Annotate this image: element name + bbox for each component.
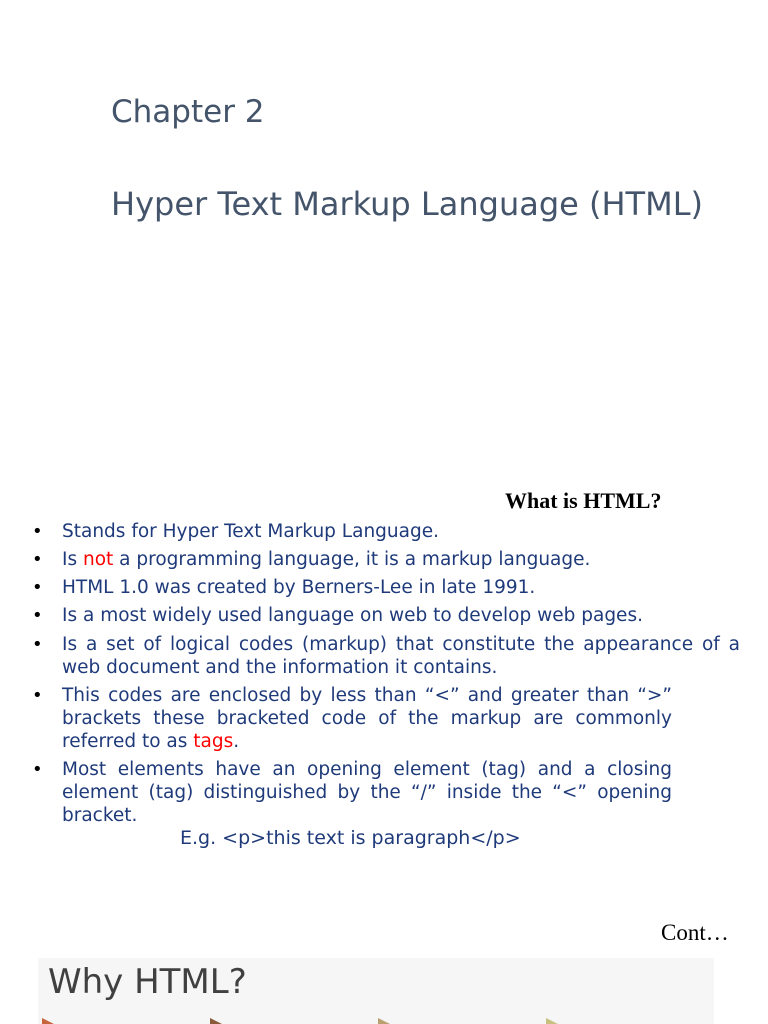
bullet-dot-icon: •: [32, 549, 43, 570]
chapter-title: Hyper Text Markup Language (HTML): [111, 185, 704, 223]
bullet-item: [32, 758, 672, 827]
bullet-dot-icon: •: [32, 577, 43, 598]
highlight-text: not: [82, 549, 114, 570]
bullet-dot-icon: •: [32, 605, 43, 626]
bullet-dot-icon: •: [32, 759, 43, 780]
slide-heading: Why HTML?: [48, 962, 247, 1002]
highlight-text: tags: [193, 731, 234, 752]
continued-label: Cont…: [661, 920, 729, 945]
slide-heading: What is HTML?: [505, 488, 662, 513]
bullet-item: [32, 576, 740, 599]
bullet-item: [32, 548, 740, 571]
arrow-shape-icon: [210, 1018, 224, 1024]
bullet-dot-icon: •: [32, 685, 43, 706]
bullet-text: HTML 1.0 was created by Berners-Lee in late 1991.: [62, 577, 536, 598]
code-example: E.g. <p>this text is paragraph</p>: [180, 827, 521, 849]
chapter-label: Chapter 2: [111, 94, 265, 130]
bullet-text: a programming language, it is a markup language.: [113, 549, 591, 570]
title-slide: [0, 0, 768, 470]
bullet-dot-icon: •: [32, 634, 43, 655]
arrow-shape-icon: [42, 1018, 56, 1024]
bullet-list: [32, 520, 740, 827]
bullet-text: .: [233, 731, 240, 752]
arrow-shape-icon: [378, 1018, 392, 1024]
arrow-shape-icon: [546, 1018, 560, 1024]
bullet-item: [32, 633, 740, 679]
bullet-dot-icon: •: [32, 521, 43, 542]
bullet-text: This codes are enclosed by less than “<” and greater than “>” brackets these bracketed code of the markup are commonly referred to as: [62, 685, 672, 752]
what-is-html-slide: [0, 470, 768, 960]
bullet-item: [32, 520, 740, 543]
why-html-slide: [38, 958, 714, 1024]
bullet-text: Stands for Hyper Text Markup Language.: [62, 521, 439, 542]
bullet-item: [32, 604, 740, 627]
bullet-item: [32, 684, 672, 753]
bullet-text: Is a set of logical codes (markup) that constitute the appearance of a web document and the information it contains.: [62, 634, 740, 678]
bullet-text: Is a most widely used language on web to develop web pages.: [62, 605, 643, 626]
bullet-text: Most elements have an opening element (tag) and a closing element (tag) distinguished by the “/” inside the “<” opening bracket.: [62, 759, 672, 826]
bullet-text: Is: [62, 549, 83, 570]
